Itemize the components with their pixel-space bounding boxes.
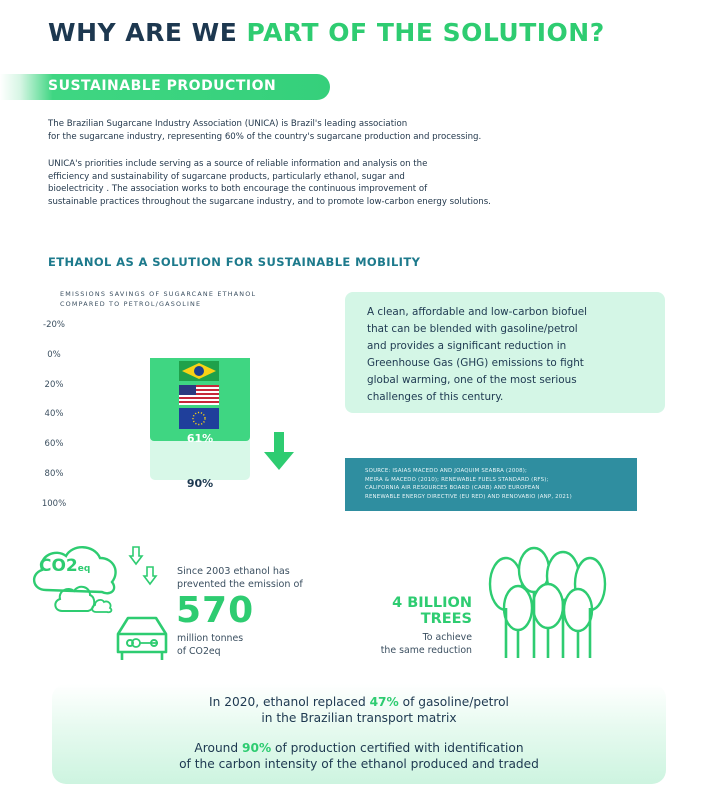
bar-61-label: 61% <box>186 432 214 445</box>
brazil-flag-icon <box>179 361 219 381</box>
unit-line: of CO2eq <box>177 645 221 657</box>
y-tick-label: 20% <box>44 380 64 390</box>
y-tick-label: 80% <box>44 469 64 479</box>
unit-line: million tonnes <box>177 633 244 644</box>
intro-paragraph-1 <box>48 118 648 143</box>
callout-line: A clean, affordable and low-carbon biofuel <box>367 306 587 318</box>
source-line: MEIRA & MACEDO (2010); RENEWABLE FUELS STANDARD (RFS); <box>365 476 549 483</box>
chart-title-line: COMPARED TO PETROL/GASOLINE <box>60 300 202 308</box>
exhaust-icon <box>130 636 160 650</box>
title-part-2: PART OF THE SOLUTION? <box>246 18 605 47</box>
intro-line: UNICA's priorities include serving as a source of reliable information and analysis on the <box>48 159 428 169</box>
callout-line: and provides a significant reduction in <box>367 340 567 352</box>
source-line: RENEWABLE ENERGY DIRECTIVE (EU RED) AND RENOVABIO (ANP, 2021) <box>365 493 572 500</box>
y-tick-label: 100% <box>41 499 67 509</box>
fact-1 <box>52 694 666 726</box>
biofuel-callout <box>345 292 665 413</box>
trees-figure <box>330 595 472 627</box>
section-banner <box>0 74 330 100</box>
bar-90-label: 90% <box>186 477 214 490</box>
callout-line: challenges of this century. <box>367 391 504 403</box>
intro-line: bioelectricity . The association works to both encourage the continuous improvement of <box>48 184 428 195</box>
page-title <box>48 18 605 47</box>
fact-text: of the carbon intensity of the ethanol produced and traded <box>179 757 539 771</box>
down-arrow-icon <box>263 432 295 472</box>
fact-text: in the Brazilian transport matrix <box>261 711 457 725</box>
fact-text: Around <box>194 741 243 755</box>
fact-highlight: 90% <box>242 741 272 755</box>
smoke-puff-icon <box>90 597 114 615</box>
y-tick-label: 0% <box>47 350 61 360</box>
fact-text: of gasoline/petrol <box>398 695 509 709</box>
trees-caption-line: To achieve <box>422 632 472 643</box>
y-tick-label: 40% <box>44 409 64 419</box>
y-tick-label: -20% <box>43 320 65 330</box>
co2-text: CO2 <box>39 556 78 576</box>
fact-2 <box>52 740 666 772</box>
trees-caption <box>330 632 472 657</box>
intro-paragraph-2 <box>48 158 648 208</box>
co2-label <box>39 556 90 576</box>
callout-line: Greenhouse Gas (GHG) emissions to fight <box>367 357 584 369</box>
trees-caption-line: the same reduction <box>380 644 472 656</box>
since-line: prevented the emission of <box>177 579 303 590</box>
trees-line: TREES <box>420 611 472 627</box>
banner-label: SUSTAINABLE PRODUCTION <box>48 78 277 94</box>
intro-line: The Brazilian Sugarcane Industry Association (UNICA) is Brazil's leading association <box>48 119 408 129</box>
fact-text: In 2020, ethanol replaced <box>209 695 370 709</box>
source-line: CALIFORNIA AIR RESOURCES BOARD (CARB) AND EUROPEAN <box>365 485 540 491</box>
usa-flag-icon <box>179 385 219 405</box>
fact-highlight: 47% <box>369 695 399 709</box>
intro-line: for the sugarcane industry, representing 60% of the country's sugarcane production and processing. <box>48 131 482 142</box>
forest-icon <box>488 548 608 660</box>
source-box <box>345 458 637 511</box>
callout-line: global warming, one of the most serious <box>367 374 577 386</box>
emission-unit <box>177 633 297 658</box>
emission-figure: 570 <box>176 590 255 631</box>
section-subheading: ETHANOL AS A SOLUTION FOR SUSTAINABLE MOBILITY <box>48 255 421 269</box>
fact-text: of production certified with identification <box>271 741 524 755</box>
down-arrow-icon <box>143 566 157 586</box>
chart-title-line: EMISSIONS SAVINGS OF SUGARCANE ETHANOL <box>60 290 257 298</box>
intro-line: sustainable practices throughout the sugarcane industry, and to promote low-carbon energy solutions. <box>48 196 491 207</box>
eu-flag-icon <box>179 408 219 429</box>
since-line: Since 2003 ethanol has <box>177 566 290 577</box>
bottom-facts <box>52 684 666 784</box>
callout-line: that can be blended with gasoline/petrol <box>367 323 578 335</box>
down-arrow-icon <box>129 546 143 566</box>
trees-line: 4 BILLION <box>392 595 472 611</box>
co2-subscript: eq <box>77 564 91 574</box>
since-text <box>177 565 327 591</box>
intro-line: efficiency and sustainability of sugarcane products, particularly ethanol, sugar and <box>48 171 405 182</box>
title-part-1: WHY ARE WE <box>48 18 247 47</box>
source-line: SOURCE: ISAIAS MACEDO AND JOAQUIM SEABRA (2008); <box>365 468 528 474</box>
chart-title <box>60 289 320 309</box>
y-tick-label: 60% <box>44 439 64 449</box>
